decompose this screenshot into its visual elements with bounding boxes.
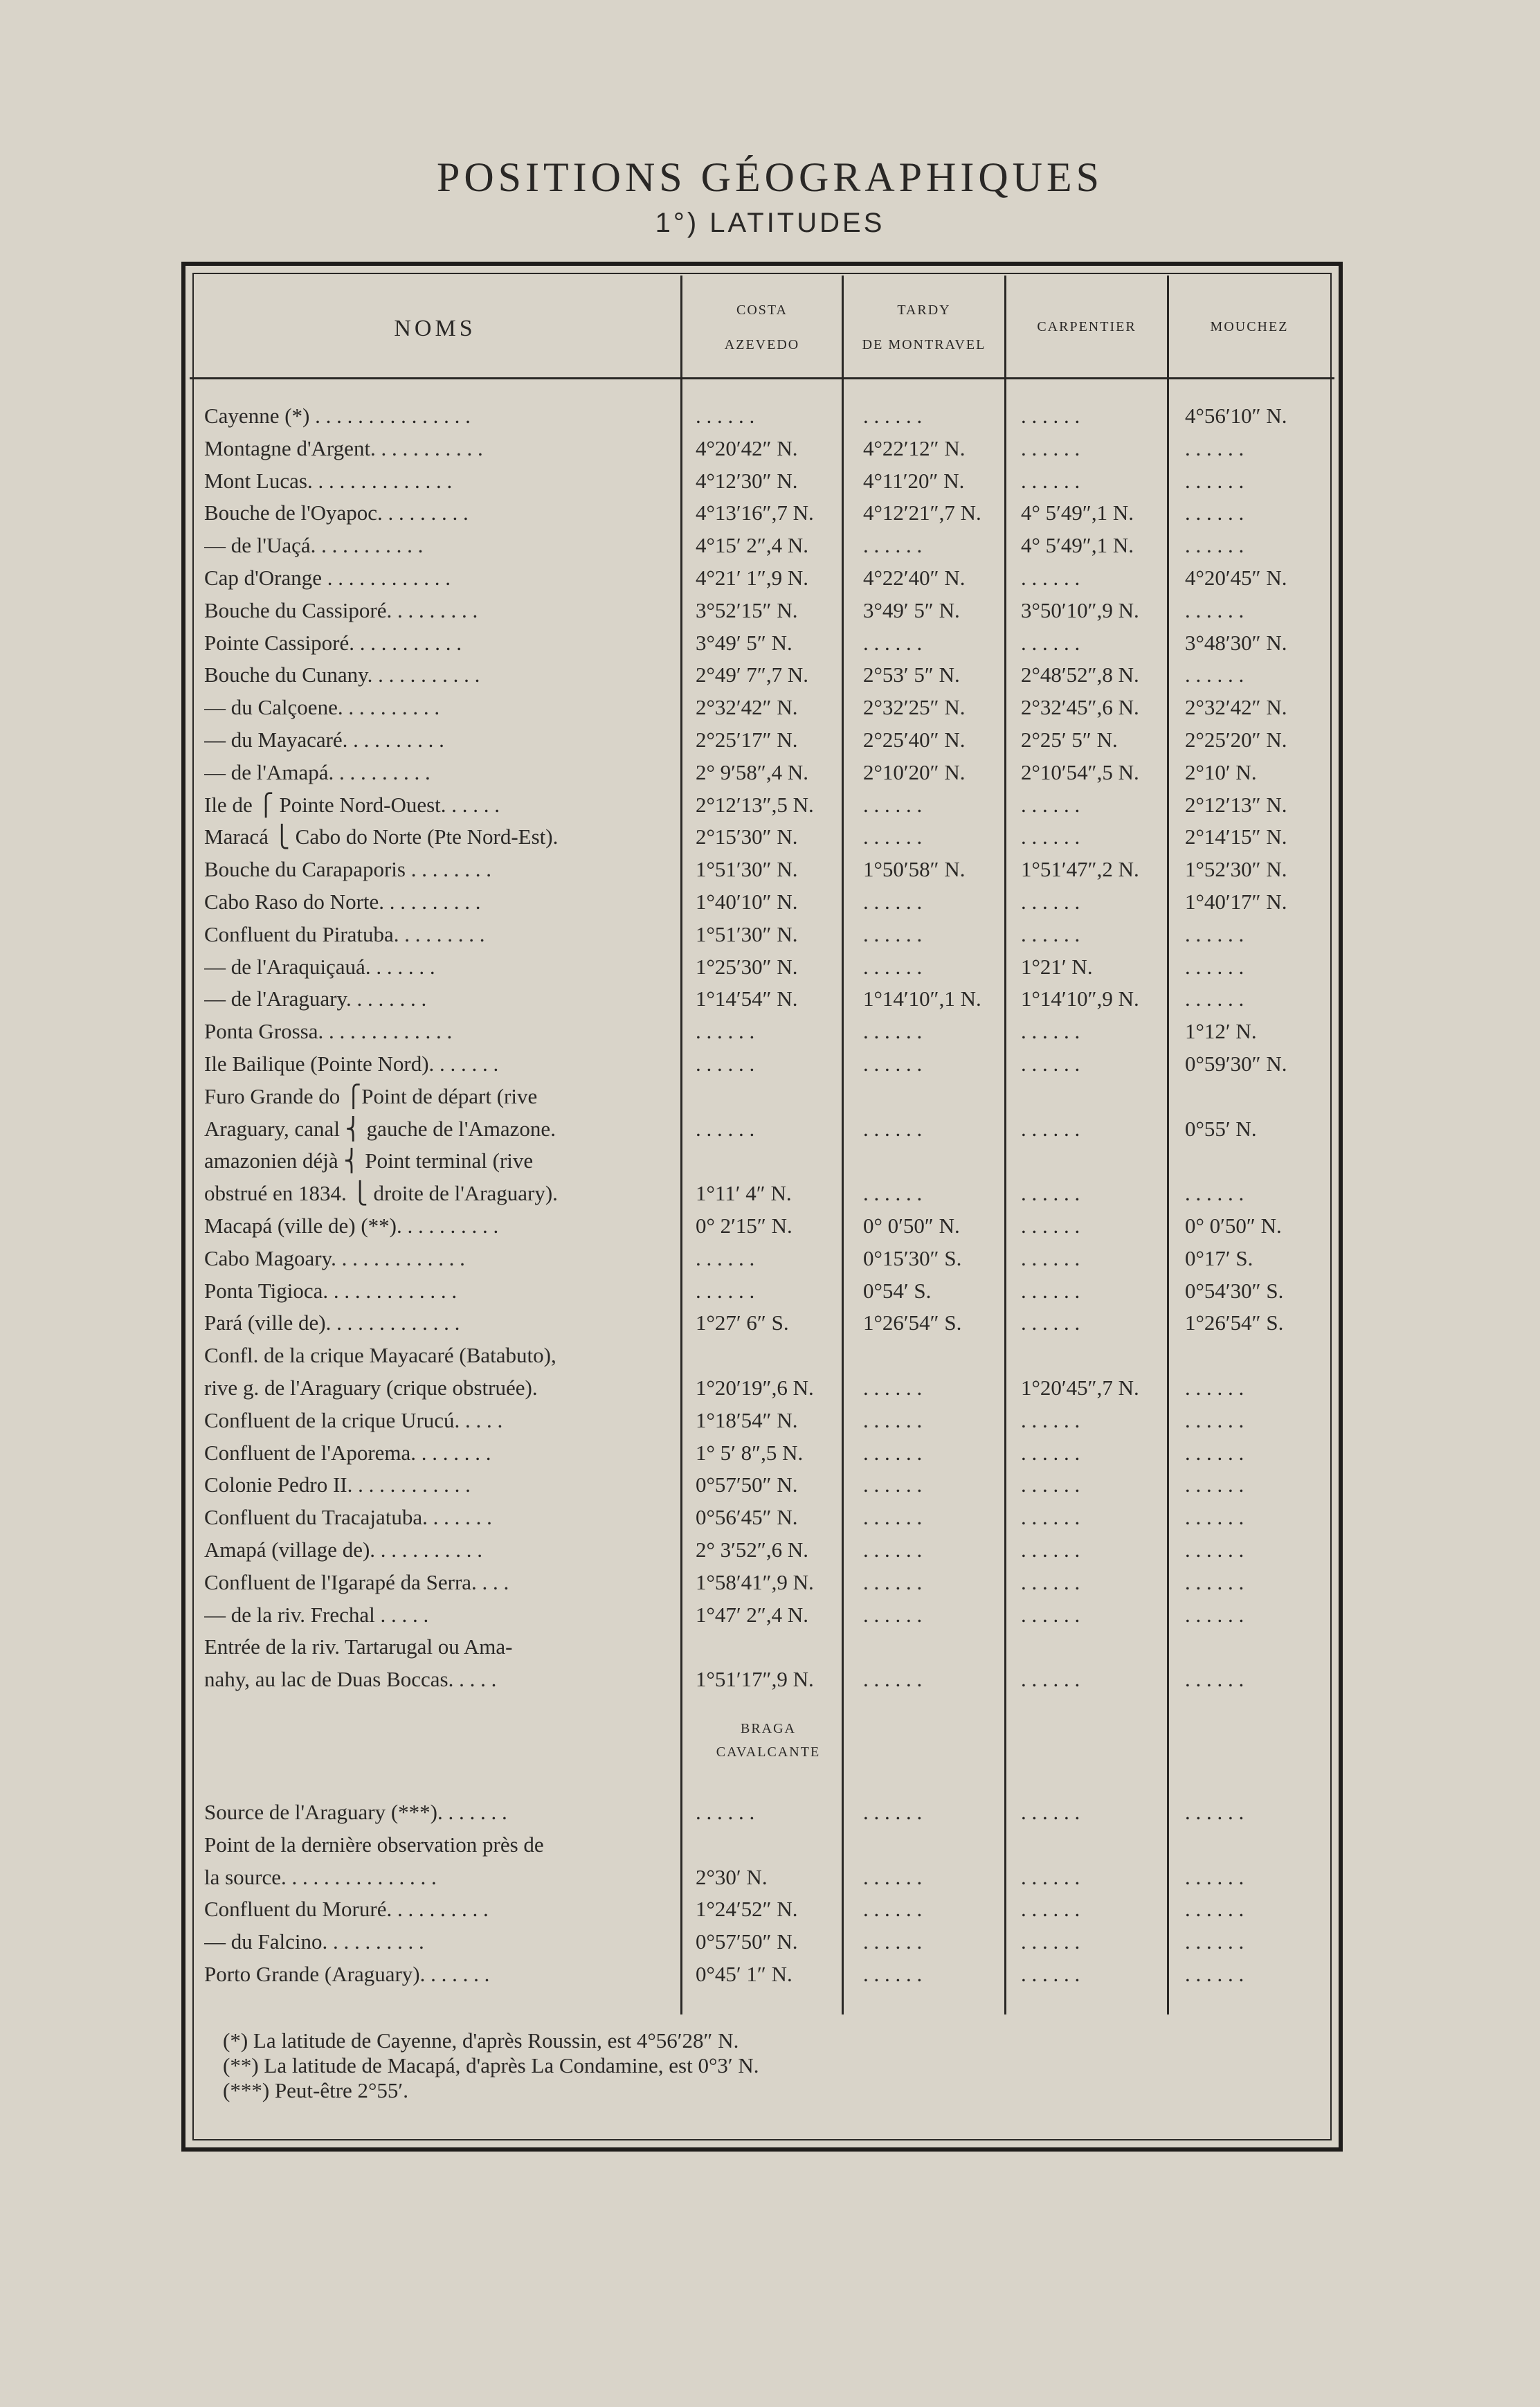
value-carpentier: . . . . . . [1021,1897,1080,1922]
table-row [0,1113,1540,1145]
table-row [0,1631,1540,1663]
value-carpentier: . . . . . . [1021,566,1080,590]
col-header-tardy [844,299,1004,356]
value-tardy: . . . . . . [863,921,923,946]
table-row [0,433,1540,465]
table-row [0,1861,1540,1893]
place-name: Bouche de l'Oyapoc. . . . . . . . . [204,501,469,525]
value-tardy: 4°12′21″,7 N. [863,501,981,525]
footnote: (***) Peut-être 2°55′. [223,2078,408,2102]
value-costa: 4°20′42″ N. [696,435,798,460]
value-tardy: . . . . . . [863,1897,923,1922]
value-tardy: . . . . . . [863,1019,923,1044]
table-row [0,983,1540,1015]
table-row [0,692,1540,723]
value-mouchez: . . . . . . [1185,1667,1244,1692]
value-costa: 0° 2′15″ N. [696,1214,792,1238]
place-name: — de la riv. Frechal . . . . . [204,1602,429,1627]
footnotes [223,2028,759,2103]
value-mouchez: . . . . . . [1185,1962,1244,1986]
value-tardy: . . . . . . [863,1538,923,1562]
value-tardy: . . . . . . [863,890,923,914]
value-costa: . . . . . . [696,404,755,428]
value-tardy: . . . . . . [863,792,923,817]
value-mouchez: . . . . . . [1185,1569,1244,1594]
value-mouchez: 2°10′ N. [1185,759,1257,784]
value-mouchez: 4°56′10″ N. [1185,404,1287,428]
value-costa: 1°11′ 4″ N. [696,1181,792,1206]
value-carpentier: 2°25′ 5″ N. [1021,728,1118,752]
place-name: Confluent du Piratuba. . . . . . . . . [204,921,485,946]
value-tardy: . . . . . . [863,1440,923,1465]
table-row [0,1958,1540,1990]
value-carpentier: . . . . . . [1021,1538,1080,1562]
value-tardy: . . . . . . [863,1472,923,1497]
value-mouchez: . . . . . . [1185,533,1244,558]
table-row [0,595,1540,626]
value-costa [696,1145,841,1177]
value-carpentier: . . . . . . [1021,468,1080,493]
value-mouchez: 1°12′ N. [1185,1019,1257,1044]
value-costa: . . . . . . [696,1052,755,1076]
table-row [0,1275,1540,1307]
value-carpentier: 2°32′45″,6 N. [1021,695,1139,720]
table-row [0,757,1540,788]
value-carpentier [1021,1081,1163,1112]
value-mouchez: . . . . . . [1185,468,1244,493]
place-name: Cayenne (*) . . . . . . . . . . . . . . . [204,404,471,428]
value-mouchez: . . . . . . [1185,662,1244,687]
value-carpentier: . . . . . . [1021,1505,1080,1530]
table-row [0,951,1540,983]
value-mouchez [1185,1631,1322,1663]
table-row [0,1469,1540,1501]
value-carpentier: 3°50′10″,9 N. [1021,597,1139,622]
place-name: — de l'Araguary. . . . . . . . [204,986,427,1011]
value-carpentier: . . . . . . [1021,1864,1080,1889]
place-name: obstrué en 1834. ⎩ droite de l'Araguary). [204,1181,558,1206]
place-name: Maracá ⎩ Cabo do Norte (Pte Nord-Est). [204,824,559,849]
value-carpentier: . . . . . . [1021,1116,1080,1141]
value-carpentier [1021,1145,1163,1177]
value-costa: 1°24′52″ N. [696,1897,798,1922]
col-header-costa-b: AZEVEDO [724,337,800,352]
place-name: Amapá (village de). . . . . . . . . . . [204,1538,483,1562]
value-tardy [863,1631,1002,1663]
place-name: Bouche du Cunany. . . . . . . . . . . [204,662,480,687]
value-tardy: 2°10′20″ N. [863,759,966,784]
table-row [0,1405,1540,1436]
place-name: rive g. de l'Araguary (crique obstruée). [204,1376,538,1400]
table-row [0,1796,1540,1828]
value-carpentier: 2°48′52″,8 N. [1021,662,1139,687]
value-carpentier: . . . . . . [1021,1019,1080,1044]
col-header-costa [682,299,842,356]
place-name: Entrée de la riv. Tartarugal ou Ama- [204,1634,513,1659]
place-name: Source de l'Araguary (***). . . . . . . [204,1800,507,1824]
value-costa: . . . . . . [696,1245,755,1270]
table-row [0,1307,1540,1339]
table-row [0,400,1540,432]
value-tardy: 2°53′ 5″ N. [863,662,960,687]
value-tardy: . . . . . . [863,1376,923,1400]
table-row [0,1016,1540,1047]
value-carpentier: 2°10′54″,5 N. [1021,759,1139,784]
value-tardy: . . . . . . [863,1116,923,1141]
col-header-carpentier [1006,316,1167,338]
value-tardy: . . . . . . [863,630,923,655]
value-tardy [863,1145,1002,1177]
place-name: — du Falcino. . . . . . . . . . [204,1929,424,1954]
table-row [0,1664,1540,1695]
value-tardy: . . . . . . [863,1407,923,1432]
value-carpentier: 1°20′45″,7 N. [1021,1376,1139,1400]
col-header-braga-b: CAVALCANTE [716,1745,821,1760]
value-tardy: . . . . . . [863,1181,923,1206]
place-name: Furo Grande do ⎧Point de départ (rive [204,1083,538,1108]
value-tardy [863,1829,1002,1861]
table-row [0,659,1540,691]
value-tardy: . . . . . . [863,1052,923,1076]
place-name: Ponta Tigioca. . . . . . . . . . . . . [204,1278,458,1303]
value-costa: . . . . . . [696,1278,755,1303]
value-tardy: 4°11′20″ N. [863,468,965,493]
value-tardy [863,1081,1002,1112]
value-mouchez: . . . . . . [1185,1472,1244,1497]
value-mouchez [1185,1081,1322,1112]
col-header-mouchez-label: MOUCHEZ [1210,319,1289,334]
table-row [0,1502,1540,1533]
table-row [0,1534,1540,1566]
value-mouchez: . . . . . . [1185,954,1244,979]
table-row [0,1893,1540,1925]
value-carpentier: 1°21′ N. [1021,954,1093,979]
value-costa [696,1081,841,1112]
value-tardy: 1°50′58″ N. [863,857,966,882]
place-name: Bouche du Carapaporis . . . . . . . . [204,857,491,882]
value-costa: 1°27′ 6″ S. [696,1310,789,1335]
place-name: amazonien déjà ⎨ Point terminal (rive [204,1148,534,1173]
value-costa: 3°52′15″ N. [696,597,798,622]
value-mouchez [1185,1145,1322,1177]
value-costa: 0°57′50″ N. [696,1929,798,1954]
value-mouchez: . . . . . . [1185,1538,1244,1562]
page-subtitle: 1°) LATITUDES [655,208,885,238]
value-tardy: . . . . . . [863,1864,923,1889]
table-row [0,854,1540,885]
table-row [0,465,1540,497]
place-name: — de l'Uaçá. . . . . . . . . . . [204,533,424,558]
value-costa [696,1829,841,1861]
footnote: (**) La latitude de Macapá, d'après La Condamine, est 0°3′ N. [223,2053,759,2077]
table-row [0,1340,1540,1371]
place-name: Bouche du Cassiporé. . . . . . . . . [204,597,478,622]
table-row [0,886,1540,918]
value-tardy: . . . . . . [863,954,923,979]
place-name: nahy, au lac de Duas Boccas. . . . . [204,1667,497,1692]
table-row [0,1243,1540,1274]
value-costa: 1°51′30″ N. [696,857,798,882]
table-row [0,1926,1540,1958]
value-costa: 2°30′ N. [696,1864,768,1889]
table-row [0,1048,1540,1080]
value-costa: 2° 9′58″,4 N. [696,759,808,784]
place-name: Cabo Magoary. . . . . . . . . . . . . [204,1245,465,1270]
place-name: Confl. de la crique Mayacaré (Batabuto), [204,1343,556,1368]
col-header-braga-a: BRAGA [740,1721,796,1736]
value-costa: 0°56′45″ N. [696,1505,798,1530]
table-row [0,497,1540,529]
value-tardy: . . . . . . [863,1962,923,1986]
value-mouchez: . . . . . . [1185,1897,1244,1922]
value-costa: 1° 5′ 8″,5 N. [696,1440,804,1465]
value-costa: 1°51′30″ N. [696,921,798,946]
value-mouchez: 0°59′30″ N. [1185,1052,1287,1076]
place-name: Mont Lucas. . . . . . . . . . . . . . [204,468,453,493]
place-name: — de l'Araquiçauá. . . . . . . [204,954,435,979]
value-tardy: 0°54′ S. [863,1278,932,1303]
value-costa: . . . . . . [696,1116,755,1141]
col-header-braga [685,1717,851,1764]
value-costa: 1°20′19″,6 N. [696,1376,814,1400]
value-tardy: . . . . . . [863,1800,923,1824]
value-carpentier: . . . . . . [1021,435,1080,460]
value-costa: 4°21′ 1″,9 N. [696,566,808,590]
place-name: Point de la dernière observation près de [204,1832,544,1857]
value-mouchez: 2°25′20″ N. [1185,728,1287,752]
value-carpentier: . . . . . . [1021,1440,1080,1465]
value-mouchez: . . . . . . [1185,1929,1244,1954]
value-mouchez: . . . . . . [1185,1800,1244,1824]
value-carpentier: . . . . . . [1021,1472,1080,1497]
value-costa: 1°40′10″ N. [696,890,798,914]
page-title: POSITIONS GÉOGRAPHIQUES [436,154,1104,200]
value-costa: 2° 3′52″,6 N. [696,1538,808,1562]
value-costa: 4°13′16″,7 N. [696,501,814,525]
value-costa: 1°58′41″,9 N. [696,1569,814,1594]
value-carpentier: . . . . . . [1021,1214,1080,1238]
value-carpentier: . . . . . . [1021,792,1080,817]
value-tardy: . . . . . . [863,533,923,558]
place-name: Confluent de l'Aporema. . . . . . . . [204,1440,491,1465]
place-name: Porto Grande (Araguary). . . . . . . [204,1962,490,1986]
value-costa: 1°47′ 2″,4 N. [696,1602,808,1627]
value-carpentier: . . . . . . [1021,1602,1080,1627]
value-carpentier [1021,1631,1163,1663]
value-tardy: . . . . . . [863,1569,923,1594]
value-carpentier [1021,1340,1163,1371]
col-header-carpentier-label: CARPENTIER [1037,319,1136,334]
value-carpentier: . . . . . . [1021,1667,1080,1692]
value-costa: 2°25′17″ N. [696,728,798,752]
value-mouchez: . . . . . . [1185,1864,1244,1889]
value-costa: 0°57′50″ N. [696,1472,798,1497]
value-tardy: . . . . . . [863,404,923,428]
value-tardy: . . . . . . [863,1929,923,1954]
value-costa: 3°49′ 5″ N. [696,630,792,655]
value-mouchez: . . . . . . [1185,986,1244,1011]
place-name: Cabo Raso do Norte. . . . . . . . . . [204,890,481,914]
col-header-tardy-a: TARDY [897,303,951,318]
value-mouchez: . . . . . . [1185,1407,1244,1432]
table-row [0,1178,1540,1209]
value-carpentier: 1°14′10″,9 N. [1021,986,1139,1011]
value-mouchez: 0°17′ S. [1185,1245,1253,1270]
value-costa: 2°49′ 7″,7 N. [696,662,808,687]
table-row [0,562,1540,594]
place-name: Araguary, canal ⎨ gauche de l'Amazone. [204,1116,556,1141]
value-costa [696,1631,841,1663]
value-carpentier: . . . . . . [1021,1569,1080,1594]
value-costa: 0°45′ 1″ N. [696,1962,792,1986]
value-mouchez: 2°12′13″ N. [1185,792,1287,817]
value-tardy: 3°49′ 5″ N. [863,597,960,622]
value-costa: . . . . . . [696,1019,755,1044]
place-name: la source. . . . . . . . . . . . . . . [204,1864,437,1889]
value-costa: 1°18′54″ N. [696,1407,798,1432]
place-name: Pará (ville de). . . . . . . . . . . . . [204,1310,460,1335]
table-row [0,1567,1540,1598]
col-header-tardy-b: DE MONTRAVEL [862,337,986,352]
table-row [0,627,1540,659]
value-costa: . . . . . . [696,1800,755,1824]
table-row [0,1437,1540,1469]
place-name: Confluent du Tracajatuba. . . . . . . [204,1505,492,1530]
value-costa: 2°15′30″ N. [696,824,798,849]
place-name: Pointe Cassiporé. . . . . . . . . . . [204,630,462,655]
value-mouchez: . . . . . . [1185,1376,1244,1400]
value-mouchez: . . . . . . [1185,435,1244,460]
value-mouchez: 0° 0′50″ N. [1185,1214,1282,1238]
value-mouchez: . . . . . . [1185,1602,1244,1627]
place-name: Cap d'Orange . . . . . . . . . . . . [204,566,451,590]
value-mouchez: 3°48′30″ N. [1185,630,1287,655]
table-row [0,821,1540,853]
value-carpentier: . . . . . . [1021,824,1080,849]
value-tardy: . . . . . . [863,1602,923,1627]
value-mouchez: 0°55′ N. [1185,1116,1257,1141]
value-costa [696,1340,841,1371]
value-tardy: 1°14′10″,1 N. [863,986,981,1011]
value-tardy: . . . . . . [863,1505,923,1530]
value-tardy: 4°22′12″ N. [863,435,966,460]
value-carpentier: . . . . . . [1021,1181,1080,1206]
value-carpentier: . . . . . . [1021,1962,1080,1986]
value-tardy: 0°15′30″ S. [863,1245,962,1270]
value-costa: 1°51′17″,9 N. [696,1667,814,1692]
value-carpentier: . . . . . . [1021,1245,1080,1270]
value-carpentier: . . . . . . [1021,1929,1080,1954]
place-name: Confluent du Moruré. . . . . . . . . . [204,1897,489,1922]
col-header-names [190,310,680,348]
value-tardy: 0° 0′50″ N. [863,1214,960,1238]
value-carpentier: . . . . . . [1021,1310,1080,1335]
value-carpentier: . . . . . . [1021,404,1080,428]
value-tardy [863,1340,1002,1371]
table-row [0,1829,1540,1861]
table-row [0,1081,1540,1112]
value-tardy: . . . . . . [863,824,923,849]
value-mouchez: . . . . . . [1185,921,1244,946]
table-row [0,1145,1540,1177]
value-carpentier [1021,1829,1163,1861]
value-carpentier: 1°51′47″,2 N. [1021,857,1139,882]
value-carpentier: . . . . . . [1021,921,1080,946]
value-tardy: 2°32′25″ N. [863,695,966,720]
value-costa: 4°12′30″ N. [696,468,798,493]
value-carpentier: 4° 5′49″,1 N. [1021,533,1134,558]
value-mouchez: . . . . . . [1185,501,1244,525]
value-mouchez [1185,1829,1322,1861]
value-tardy: 1°26′54″ S. [863,1310,962,1335]
table-row [0,1599,1540,1631]
value-mouchez: . . . . . . [1185,1181,1244,1206]
place-name: Colonie Pedro II. . . . . . . . . . . . [204,1472,471,1497]
table-row [0,724,1540,756]
value-carpentier: . . . . . . [1021,630,1080,655]
value-mouchez: 1°40′17″ N. [1185,890,1287,914]
place-name: Confluent de la crique Urucú. . . . . [204,1407,503,1432]
value-mouchez [1185,1340,1322,1371]
place-name: — du Mayacaré. . . . . . . . . . [204,728,444,752]
value-carpentier: . . . . . . [1021,1278,1080,1303]
value-mouchez: 1°26′54″ S. [1185,1310,1284,1335]
place-name: — du Calçoene. . . . . . . . . . [204,695,440,720]
value-costa: 1°25′30″ N. [696,954,798,979]
value-mouchez: 2°32′42″ N. [1185,695,1287,720]
value-tardy: 2°25′40″ N. [863,728,966,752]
place-name: Ile Bailique (Pointe Nord). . . . . . . [204,1052,499,1076]
value-mouchez: . . . . . . [1185,1505,1244,1530]
value-costa: 1°14′54″ N. [696,986,798,1011]
place-name: Macapá (ville de) (**). . . . . . . . . . [204,1214,499,1238]
col-header-costa-a: COSTA [736,303,788,318]
value-mouchez: 2°14′15″ N. [1185,824,1287,849]
value-mouchez: 0°54′30″ S. [1185,1278,1284,1303]
value-costa: 2°32′42″ N. [696,695,798,720]
value-carpentier: . . . . . . [1021,1800,1080,1824]
place-name: Confluent de l'Igarapé da Serra. . . . [204,1569,509,1594]
place-name: Ile de ⎧ Pointe Nord-Ouest. . . . . . [204,792,500,817]
value-mouchez: . . . . . . [1185,1440,1244,1465]
header-rule [190,377,1334,379]
table-row [0,1210,1540,1242]
value-carpentier: . . . . . . [1021,1052,1080,1076]
col-header-names-label: NOMS [394,316,476,341]
place-name: — de l'Amapá. . . . . . . . . . [204,759,431,784]
value-mouchez: 4°20′45″ N. [1185,566,1287,590]
place-name: Ponta Grossa. . . . . . . . . . . . . [204,1019,453,1044]
table-row [0,530,1540,561]
value-mouchez: . . . . . . [1185,597,1244,622]
place-name: Montagne d'Argent. . . . . . . . . . . [204,435,483,460]
col-header-mouchez [1169,316,1330,338]
value-mouchez: 1°52′30″ N. [1185,857,1287,882]
footnote: (*) La latitude de Cayenne, d'après Roussin, est 4°56′28″ N. [223,2028,739,2053]
value-tardy: 4°22′40″ N. [863,566,966,590]
value-tardy: . . . . . . [863,1667,923,1692]
table-row [0,1372,1540,1404]
table-row [0,789,1540,821]
table-row [0,919,1540,950]
value-costa: 2°12′13″,5 N. [696,792,814,817]
value-carpentier: 4° 5′49″,1 N. [1021,501,1134,525]
value-costa: 4°15′ 2″,4 N. [696,533,808,558]
value-carpentier: . . . . . . [1021,1407,1080,1432]
value-carpentier: . . . . . . [1021,890,1080,914]
